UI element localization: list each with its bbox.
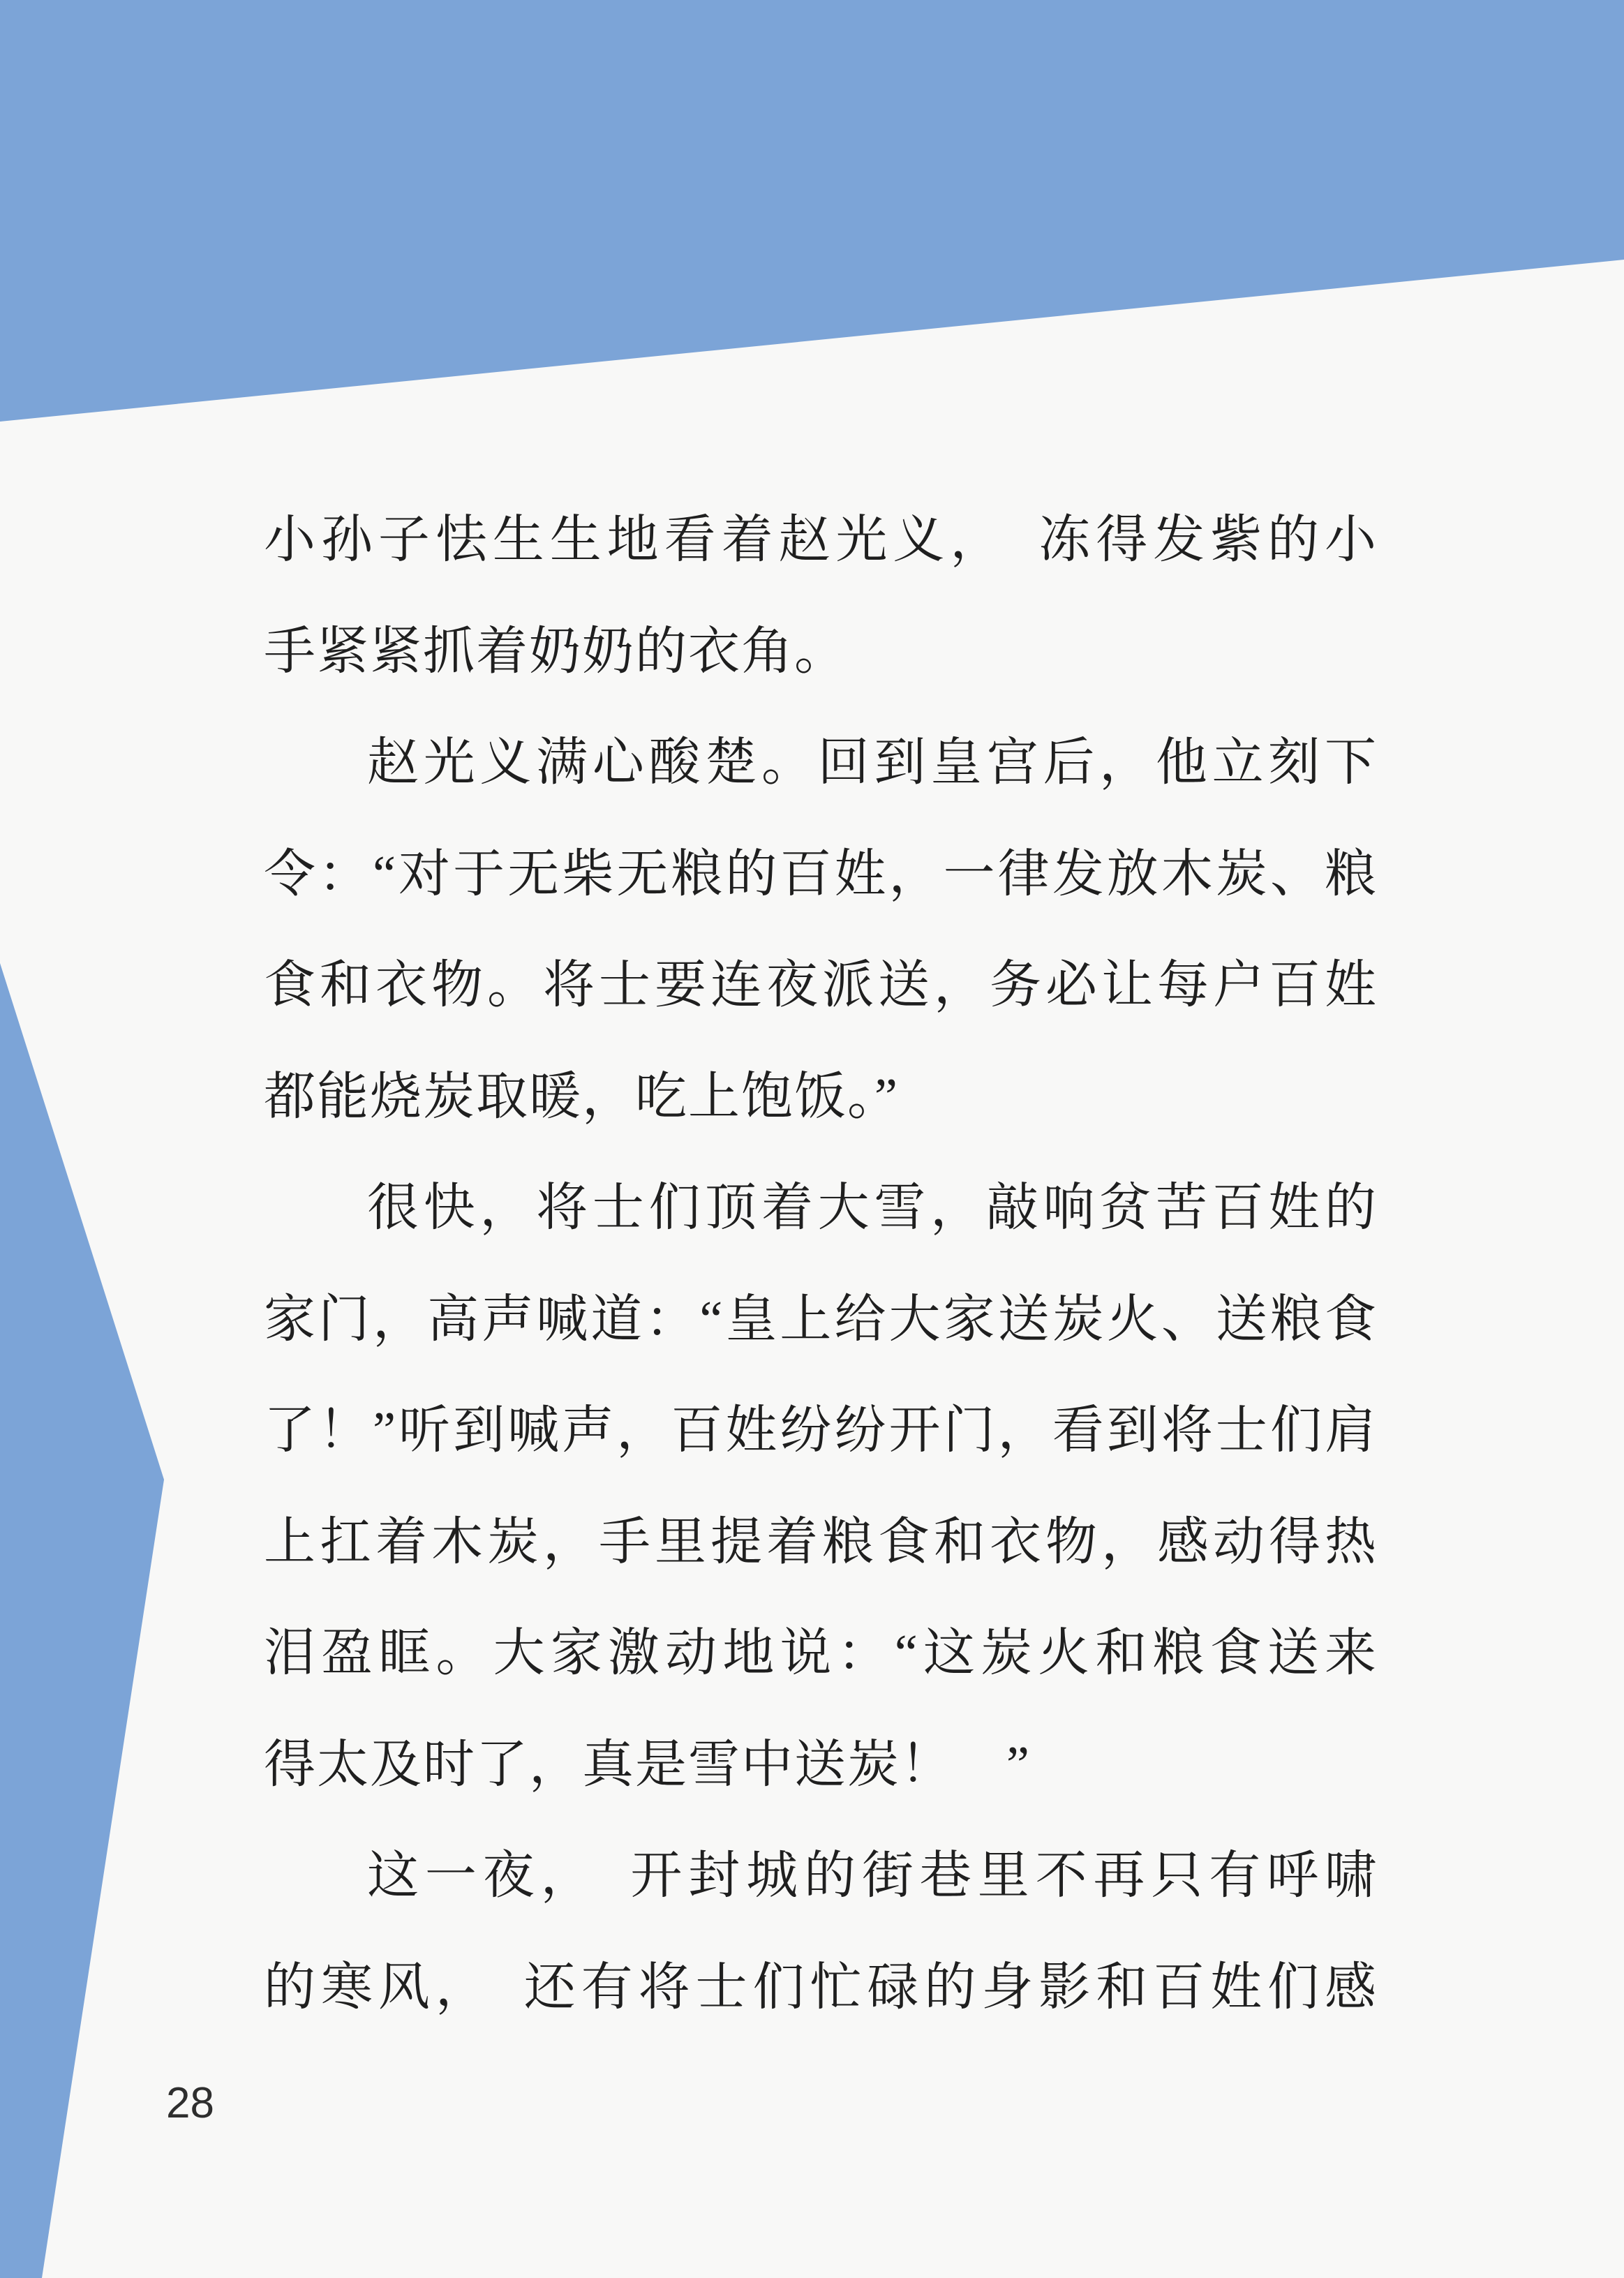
text-line: 赵光义满心酸楚。回到皇宫后，他立刻下 xyxy=(367,734,1378,791)
text-line: 小孙子怯生生地看着赵光义， 冻得发紫的小 xyxy=(264,512,1378,569)
text-line: 这一夜， 开封城的街巷里不再只有呼啸 xyxy=(367,1847,1378,1905)
text-line: 上扛着木炭，手里提着粮食和衣物，感动得热 xyxy=(264,1513,1378,1571)
text-line: 家门，高声喊道：“皇上给大家送炭火、送粮食 xyxy=(264,1290,1378,1348)
text-line: 泪盈眶。大家激动地说：“这炭火和粮食送来 xyxy=(264,1625,1378,1682)
text-line: 食和衣物。将士要连夜派送，务必让每户百姓 xyxy=(264,957,1378,1014)
text-line: 了！”听到喊声，百姓纷纷开门，看到将士们肩 xyxy=(264,1402,1378,1459)
story-text xyxy=(264,485,1378,2044)
text-line: 都能烧炭取暖，吃上饱饭。” xyxy=(264,1068,899,1126)
text-line: 手紧紧抓着奶奶的衣角。 xyxy=(264,623,847,680)
page-number: 28 xyxy=(166,2079,214,2127)
text-line: 令：“对于无柴无粮的百姓，一律发放木炭、粮 xyxy=(264,845,1378,903)
text-line: 得太及时了，真是雪中送炭！ ” xyxy=(264,1736,1031,1794)
text-line: 很快，将士们顶着大雪，敲响贫苦百姓的 xyxy=(367,1179,1378,1237)
text-line: 的寒风， 还有将士们忙碌的身影和百姓们感 xyxy=(264,1958,1378,2016)
